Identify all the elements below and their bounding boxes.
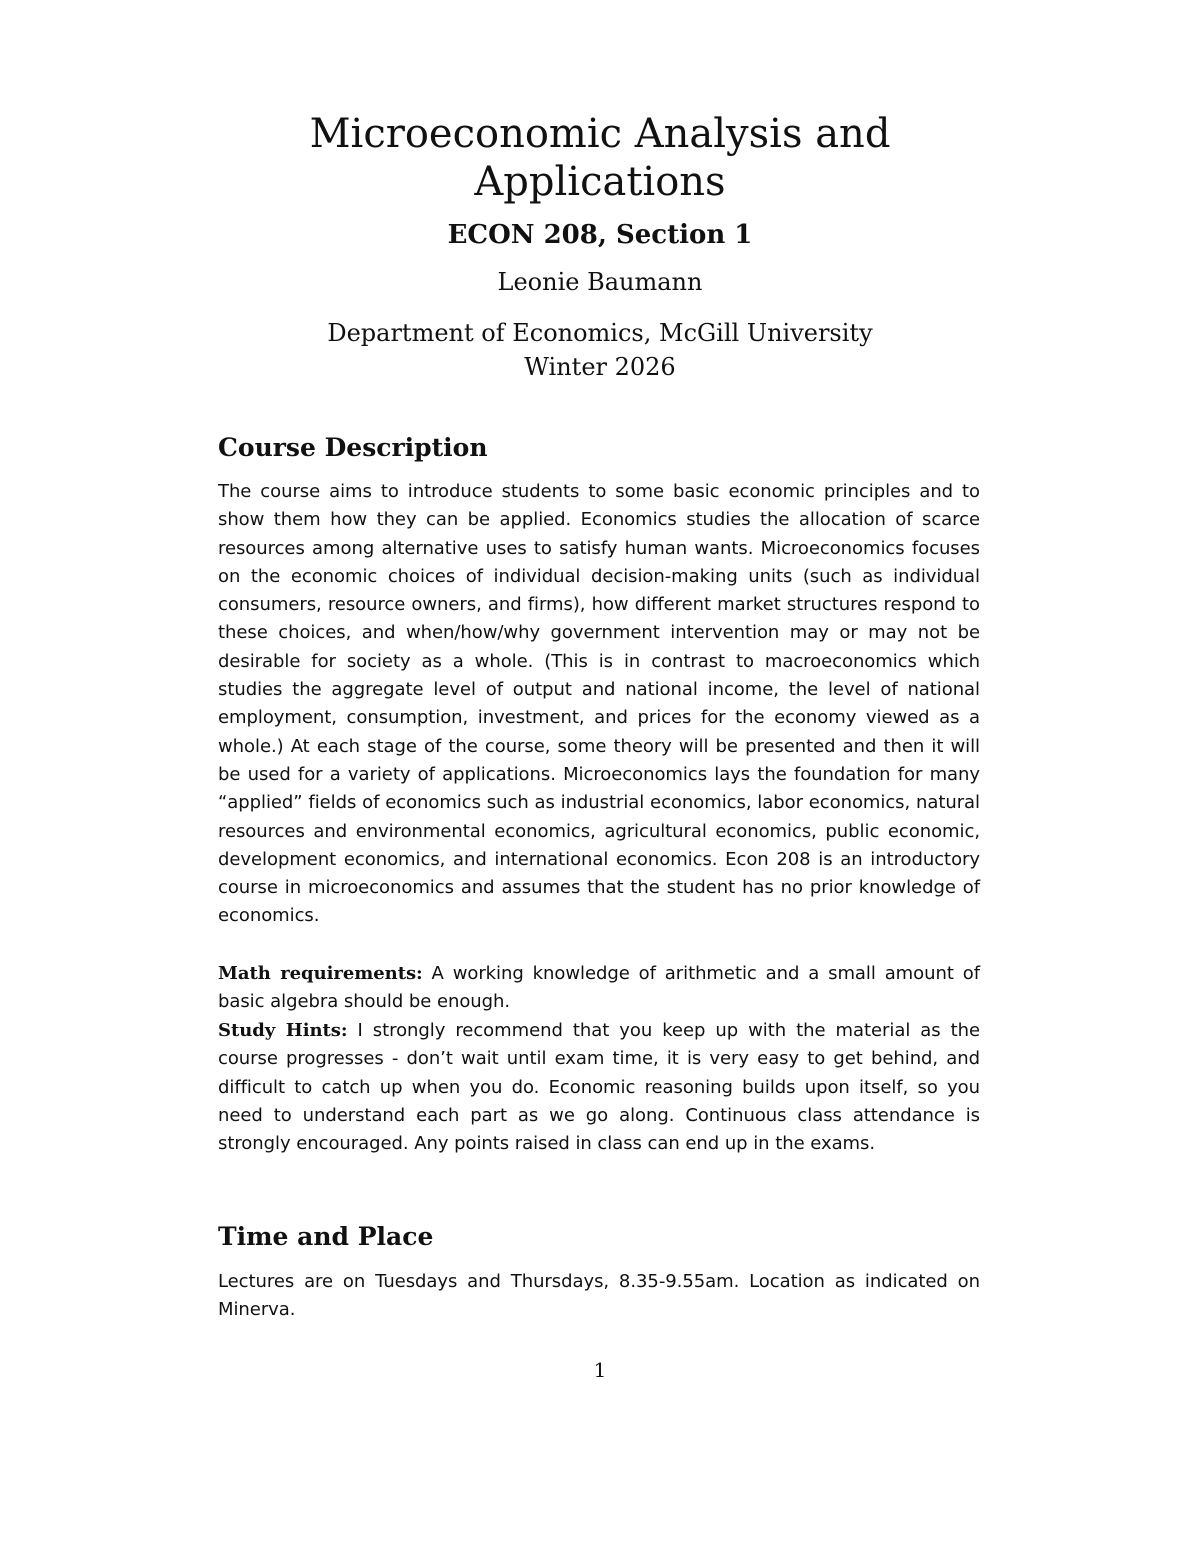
course-description-heading: Course Description <box>218 433 488 462</box>
term-label: Winter 2026 <box>524 353 676 381</box>
math-requirements-text: A working knowledge of arithmetic and a small amount of basic algebra should be enough. <box>218 963 980 1013</box>
math-requirements-paragraph <box>218 960 980 1017</box>
study-hints-label: Study Hints: <box>218 1020 348 1041</box>
department-affiliation: Department of Economics, McGill University <box>327 319 873 347</box>
document-title: Microeconomic Analysis and Applications <box>309 111 891 205</box>
instructor-name: Leonie Baumann <box>497 268 703 296</box>
course-code: ECON 208, Section 1 <box>447 220 753 250</box>
math-requirements-label: Math requirements: <box>218 963 423 984</box>
time-and-place-text: Lectures are on Tuesdays and Thursdays, 8.35-9.55am. Location as indicated on Minerva. <box>218 1271 980 1321</box>
study-hints-text: I strongly recommend that you keep up with the material as the course progresses - don’t wait until exam time, it is very easy to get behind, and difficult to catch up when you do. Economic reasoning builds upon itself, so you need to understand each part as we go along. Continuous class attendance is strongly encouraged. Any points raised in class can end up in the exams. <box>218 1020 980 1155</box>
study-hints-paragraph <box>218 1017 980 1158</box>
page-number: 1 <box>593 1358 607 1382</box>
course-description-text: The course aims to introduce students to some basic economic principles and to show them how they can be applied. Economics studies the allocation of scarce resources among alternative uses to satisfy human wants. Microeconomics focuses on the economic choices of individual decision-making units (such as individual consumers, resource owners, and firms), how different market structures respond to these choices, and when/how/why government intervention may or may not be desirable for society as a whole. (This is in contrast to macroeconomics which studies the aggregate level of output and national income, the level of national employment, consumption, investment, and prices for the economy viewed as a whole.) At each stage of the course, some theory will be presented and then it will be used for a variety of applications. Microeconomics lays the foundation for many “applied” fields of economics such as industrial economics, labor economics, natural resources and environmental economics, agricultural economics, public economic, development economics, and international economics. Econ 208 is an introductory course in microeconomics and assumes that the student has no prior knowledge of economics. <box>218 481 980 927</box>
time-and-place-heading: Time and Place <box>218 1222 434 1251</box>
